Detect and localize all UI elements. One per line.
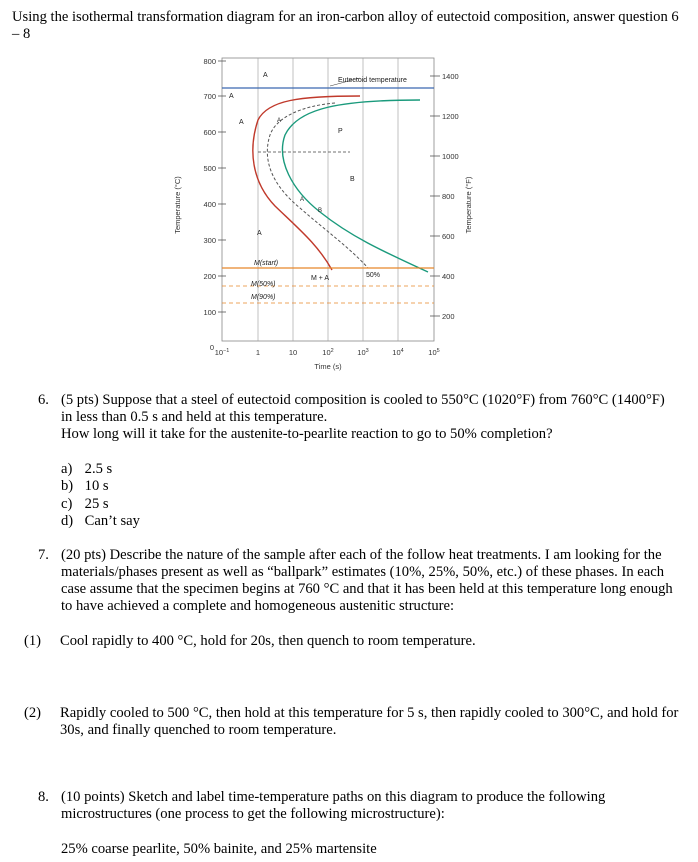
left-tick-label: 800 [203,57,216,66]
label-m50: M(50%) [251,281,276,288]
q6-option: b) 10 s [61,478,109,494]
right-tick-label: 400 [442,272,455,281]
label-a: A [263,72,268,79]
right-axis-ticks [430,76,440,316]
right-axis-title: Temperature (°F) [464,176,473,234]
left-axis-title: Temperature (°C) [173,176,182,234]
q7-number: 7. [38,547,49,563]
q6-text: (5 pts) Suppose that a steel of eutectoid composition is cooled to 550°C (1020°F) from 760°C (1400°F) in less than 0.5 s and held at this temperature. [61,392,665,425]
left-tick-label: 300 [203,236,216,245]
right-tick-label: 1200 [442,112,459,121]
left-tick-label: 500 [203,164,216,173]
label-m-plus-a: M + A [311,275,330,282]
x-tick-label: 1 [255,348,261,357]
x-tick-labels [215,348,440,357]
right-tick-label: 1400 [442,72,459,81]
q6-number: 6. [38,392,49,408]
x-tick-label: $10^3$ [357,348,369,357]
x-tick-label: $10^4$ [392,348,404,357]
right-tick-label: 800 [442,192,455,201]
x-tick-label: $10^2$ [322,348,334,357]
left-tick-label: 700 [203,92,216,101]
q7-text: (20 pts) Describe the nature of the sample after each of the follow heat treatments. I am looking for the materials/phases present as well as “ballpark” estimates (10%, 25%, 50%, etc.) of these phases. In each case assume that the specimen begins at 760 °C and that it has been held at this temperature long enough to have achieved a complete and homogeneous austenitic structure: [61,547,673,614]
end-curve [282,100,428,272]
x-axis-title: Time (s) [314,362,342,371]
eutectoid-label: Eutectoid temperature [338,77,407,84]
x-tick-label: $10^5$ [428,348,440,357]
right-tick-labels [442,72,459,321]
label-a-to-b: A [300,197,305,203]
isothermal-transformation-diagram [0,0,698,380]
q6-text2: How long will it take for the austenite-to-pearlite reaction to go to 50% completion? [61,426,553,442]
label-a: A [229,93,234,100]
q8-target: 25% coarse pearlite, 50% bainite, and 25% martensite [61,841,377,857]
left-tick-label: 100 [203,308,216,317]
q6-option: d) Can’t say [61,513,140,529]
label-a: A [239,119,244,126]
q6-option: a) 2.5 s [61,461,113,477]
start-curve [253,96,360,270]
label-mstart: M(start) [254,260,279,267]
label-m90: M(90%) [251,294,276,301]
label-b-small: B [318,208,323,214]
region-labels [229,72,380,301]
label-50pct: 50% [366,272,381,279]
label-b: B [350,176,355,183]
x-tick-label: $10^{-1}$ [214,348,230,357]
intro-text: Using the isothermal transformation diagram for an iron-carbon alloy of eutectoid composition, answer question 6 – 8 [12,9,679,42]
left-tick-label: 0 [209,343,214,352]
q8-number: 8. [38,789,49,805]
left-tick-labels [203,57,216,352]
label-a-to-p: A [277,118,282,124]
pearlite-50-curve [267,103,368,268]
label-p: P [338,128,343,135]
left-tick-label: 200 [203,272,216,281]
q6-option: c) 25 s [61,496,109,512]
left-tick-label: 600 [203,128,216,137]
right-tick-label: 200 [442,312,455,321]
label-a: A [257,230,262,237]
x-tick-label: 10 [288,348,298,357]
right-tick-label: 600 [442,232,455,241]
right-tick-label: 1000 [442,152,459,161]
left-tick-label: 400 [203,200,216,209]
q8-text: (10 points) Sketch and label time-temperature paths on this diagram to produce the following microstructures (one process to get the following microstructure): [61,789,606,822]
